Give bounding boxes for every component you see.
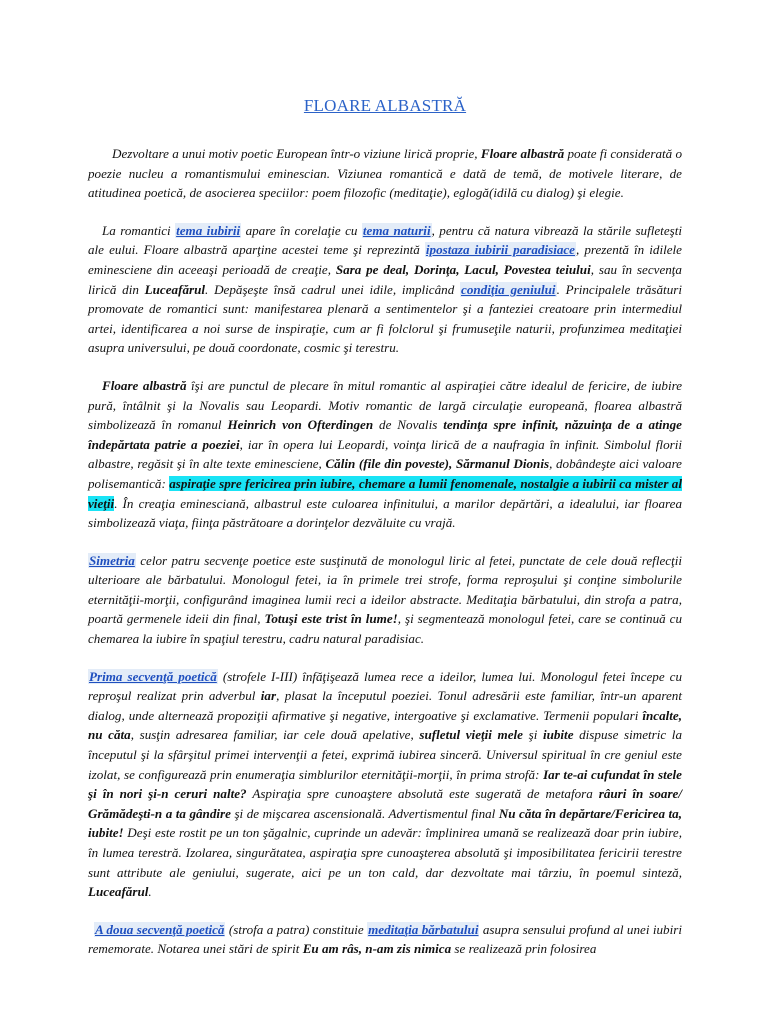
highlight-a-doua-secventa: A doua secvenţă poetică	[95, 921, 225, 937]
bold-text: iar	[260, 688, 277, 704]
text: se realizează prin folosirea	[451, 941, 597, 957]
text: apare în corelaţie cu	[241, 222, 362, 238]
text: celor patru secvenţe poetice este susţinută de monologul liric al fetei, punctate de cele două reflecţii ulterioare ale bărbatului. Monologul fetei, ia în primele trei strofe, forma reproşului şi conţine simbolurile eternităţii-morţii, configurând imaginea lumii reci a ideilor abstracte. Meditaţia bărbatului, din strofa a patra, poartă germenele ideii din final,	[88, 552, 682, 627]
bold-text: râuri în soare/ Grămădeşti-n a ta gândire	[88, 786, 682, 821]
highlight-ipostaza-iubirii: ipostaza iubirii paradisiace	[425, 242, 575, 258]
text: şi	[522, 727, 543, 743]
bold-text: încalte, nu căta	[88, 707, 682, 743]
text: , susţin adresarea familiar, iar cele două apelative,	[130, 727, 420, 743]
bold-text: tendinţa spre infinit, năzuinţa de a atinge îndepărtata patrie a poeziei	[88, 417, 682, 452]
highlight-simetria: Simetria	[89, 552, 135, 568]
bold-text: Sara pe deal, Dorinţa, Lacul, Povestea teiului	[335, 261, 591, 277]
highlight-prima-secventa: Prima secvenţă poetică	[89, 668, 217, 684]
text: . În creaţia eminesciană, albastrul este culoarea infinitului, a marilor depărtări, a idealului, iar floarea simbolizează viaţa, fiinţa păstrătoare a dorinţelor dezvăluite cu vrajă.	[88, 495, 682, 531]
highlight-tema-iubirii: tema iubirii	[176, 222, 241, 238]
bold-text: iubite	[542, 727, 574, 743]
text: poate fi considerată o poezie nucleu a romantismului eminescian. Viziunea romantică e dată de temă, de motivele literare, de atitudinea poetică, de asocierea speciilor: poem filozofic (meditaţie), eglogă(idilă cu dialog) şi elegie.	[88, 146, 683, 201]
bold-text: Floare albastră	[480, 146, 565, 161]
paragraph-second-sequence	[88, 920, 682, 959]
paragraph-symbol	[88, 376, 682, 533]
text: , sau în secvenţa lirică din	[88, 261, 682, 297]
text: Deşi este rostit pe un ton şăgalnic, cuprinde un adevăr: împlinirea umană se realizează doar prin iubire, în lumea terestră. Izolarea, singurătatea, aspiraţia spre cunoaşterea absolută şi imposibilitatea fericirii terestre sunt attribute ale geniului, sugerate, aici pe un ton cald, dar dezvoltate mai târziu, în poemul sinteză,	[88, 825, 682, 880]
text: îşi are punctul de plecare în mitul romantic al aspiraţiei către idealul de fericire, de iubire pură, întâlnit şi la Novalis sau Leopardi. Motiv romantic de largă circulaţie europeană, floarea albastră simbolizează în romanul	[88, 377, 683, 433]
text: Dezvoltare a unui motiv poetic European într-o viziune lirică proprie,	[112, 146, 481, 161]
bold-text: Luceafărul	[144, 281, 206, 297]
paragraph-themes	[88, 221, 682, 358]
paragraph-first-sequence	[88, 667, 682, 902]
highlight-conditia-geniului: condiţia geniului	[461, 281, 556, 297]
cyan-highlight: aspiraţie spre fericirea prin iubire, chemare a lumii fenomenale, nostalgie a iubirii ca mister al vieţii	[88, 475, 682, 511]
text: dispuse simetric la începutul şi la sfârşitul primei intervenţii a fetei, exprimă iubirea sinceră. Universul spiritual în cre geniul este izolat, se configurează prin enumeraţia simblurilor eternităţii-morţii, în prima strofă:	[88, 727, 682, 782]
bold-text: Iar te-ai cufundat în stele şi în nori şi-n ceruri nalte?	[88, 766, 682, 802]
text: şi de mişcarea ascensională. Advertismentul final	[230, 805, 499, 821]
text: , şi segmentează monologul fetei, care se continuă cu chemarea la iubire în spaţiul terestru, cadru natural paradisiac.	[88, 611, 683, 647]
bold-text: Totuşi este trist în lume!	[264, 611, 398, 627]
text: asupra sensului profund al unei iubiri rememorate. Notarea unei stări de spirit	[88, 921, 682, 957]
document-title: FLOARE ALBASTRĂ	[303, 96, 467, 115]
text: La romantici	[102, 222, 176, 238]
bold-text: Luceafărul	[88, 884, 149, 900]
highlight-tema-naturii: tema naturii	[362, 222, 431, 238]
bold-text: Heinrich von Ofterdingen	[227, 417, 374, 433]
text: de Novalis	[373, 417, 444, 433]
text: , iar în opera lui Leopardi, voinţa lirică de a naufragia în infinit. Simbolul florii albastre, regăsit şi în alte texte eminesciene,	[88, 436, 682, 472]
highlight-meditatia-barbatului: meditaţia bărbatului	[368, 921, 479, 937]
text: Aspiraţia spre cunoaştere absolută este sugerată de metafora	[246, 786, 599, 802]
text: . Principalele trăsături promovate de romantici sunt: manifestarea plenară a sentimentelor şi a fanteziei creatoare prin intermediul artei, identificarea a noi surse de inspiraţie, cum ar fi folclorul şi frumuseţile naturii, profunzimea meditaţiei asupra universului, pe două coordonate, cosmic şi terestru.	[88, 281, 682, 356]
text: , prezentă în idilele eminesciene din aceeaşi perioadă de creaţie,	[88, 242, 682, 277]
text: (strofa a patra) constituie	[225, 921, 368, 937]
bold-text: Floare albastră	[102, 377, 187, 393]
bold-text: Eu am râs, n-am zis nimica	[302, 941, 452, 957]
paragraph-intro	[88, 144, 682, 203]
bold-text: sufletul vieţii mele	[419, 727, 523, 743]
text: . Depăşeşte însă cadrul unei idile, implicând	[205, 281, 461, 297]
text: (strofele I-III) înfăţişează lumea rece a ideilor, lumea lui. Monologul fetei începe cu reproşul realizat prin adverbul	[88, 668, 682, 704]
bold-text: Călin (file din poveste), Sărmanul Dionis	[325, 456, 550, 472]
text: , dobândeşte aici valoare polisemantică:	[88, 456, 682, 491]
text: , plasat la începutul poeziei. Tonul adresării este familiar, într-un aparent dialog, unde alternează propoziţii afirmative şi negative, intergoative şi exclamative. Termenii populari	[88, 688, 682, 723]
text: .	[148, 884, 152, 900]
text: , pentru că natura vibrează la stările sufleteşti ale eului. Floare albastră aparţine acestei teme şi reprezintă	[88, 222, 683, 258]
paragraph-symmetry	[88, 551, 682, 649]
bold-text: Nu căta în depărtare/Fericirea ta, iubite!	[88, 805, 682, 841]
